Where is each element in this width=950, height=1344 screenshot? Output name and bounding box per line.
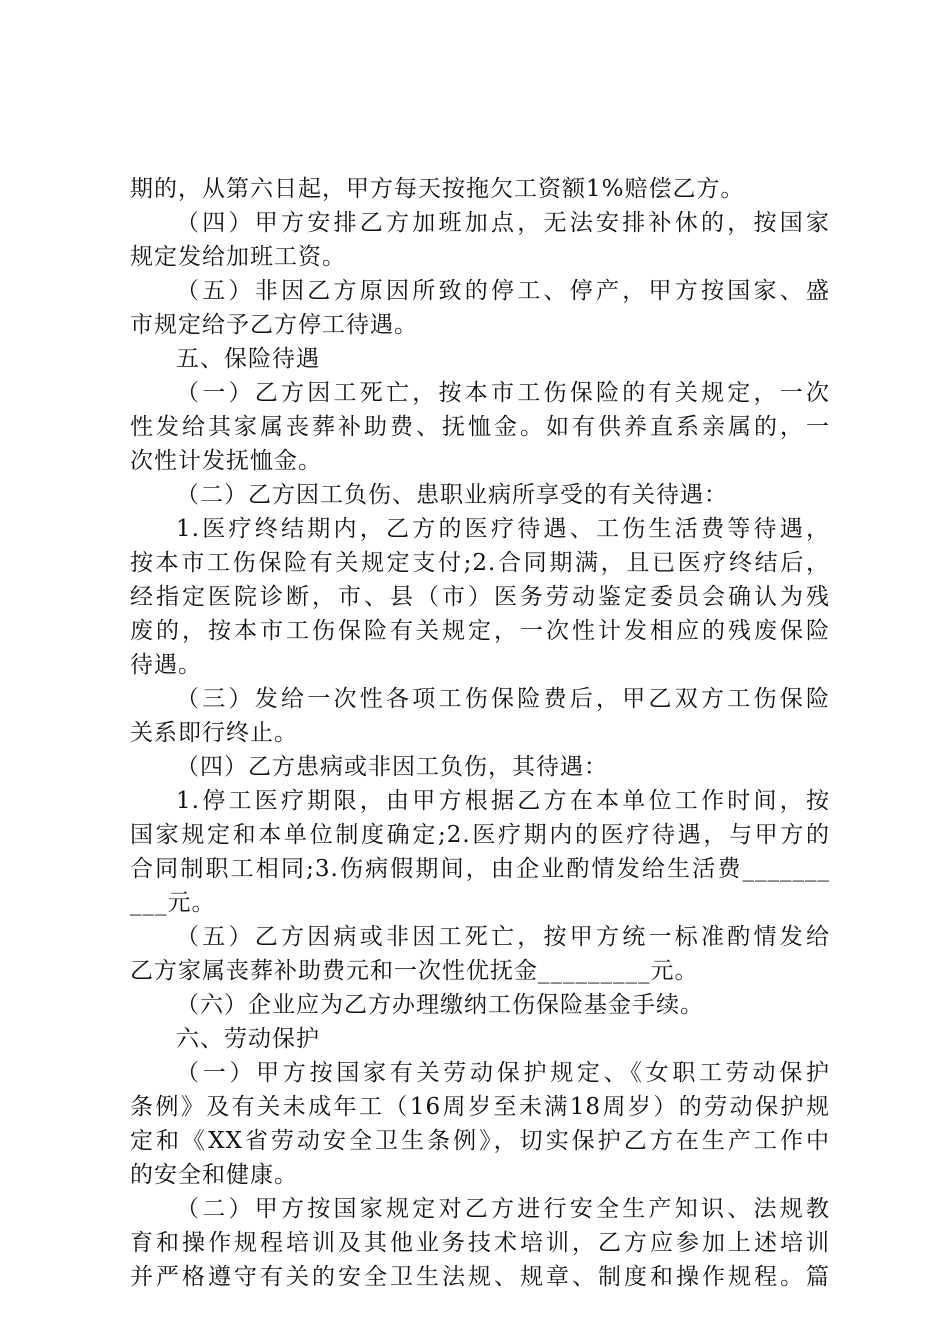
text-line: 废的，按本市工伤保险有关规定，一次性计发相应的残废保险 [130,618,830,644]
document-page [130,172,830,1294]
text-line: 五、保险待遇 [176,346,320,372]
text-line: （五）非因乙方原因所致的停工、停产，甲方按国家、盛 [176,278,830,304]
text-line: 性发给其家属丧葬补助费、抚恤金。如有供养直系亲属的，一 [130,414,830,440]
text-line: 育和操作规程培训及其他业务技术培训，乙方应参加上述培训 [130,1230,830,1256]
text-line: （五）乙方因病或非因工死亡，按甲方统一标准酌情发给 [176,924,830,950]
text-line: （一）甲方按国家有关劳动保护规定、《女职工劳动保护 [176,1060,830,1086]
text-line: 市规定给予乙方停工待遇。 [130,312,418,338]
text-line: 六、劳动保护 [176,1026,320,1052]
text-line: 条例》及有关未成年工（16周岁至未满18周岁）的劳动保护规 [130,1094,830,1120]
text-line: 期的，从第六日起，甲方每天按拖欠工资额1%赔偿乙方。 [130,176,745,202]
text-line: 乙方家属丧葬补助费元和一次性优抚金_________元。 [130,958,699,984]
text-line: 待遇。 [130,652,202,678]
text-line: 1.停工医疗期限，由甲方根据乙方在本单位工作时间，按 [176,788,830,814]
text-line: ___元。 [130,890,216,916]
text-line: 次性计发抚恤金。 [130,448,322,474]
text-line: （六）企业应为乙方办理缴纳工伤保险基金手续。 [176,992,704,1018]
text-line: 定和《XX省劳动安全卫生条例》，切实保护乙方在生产工作中 [130,1128,830,1154]
text-line: （一）乙方因工死亡，按本市工伤保险的有关规定，一次 [176,380,830,406]
text-line: 经指定医院诊断，市、县（市）医务劳动鉴定委员会确认为残 [130,584,830,610]
text-line: 的安全和健康。 [130,1162,298,1188]
text-line: （四）甲方安排乙方加班加点，无法安排补休的，按国家 [176,210,830,236]
text-line: （三）发给一次性各项工伤保险费后，甲乙双方工伤保险 [176,686,830,712]
text-line: 按本市工伤保险有关规定支付;2.合同期满，且已医疗终结后， [130,550,830,576]
text-line: 1.医疗终结期内，乙方的医疗待遇、工伤生活费等待遇， [176,516,830,542]
text-line: 关系即行终止。 [130,720,298,746]
text-line: （四）乙方患病或非因工负伤，其待遇： [176,754,608,780]
text-line: 国家规定和本单位制度确定;2.医疗期内的医疗待遇，与甲方的 [130,822,830,848]
text-line: 合同制职工相同;3.伤病假期间，由企业酌情发给生活费_______ [130,856,830,882]
text-line: 规定发给加班工资。 [130,244,346,270]
text-line: 并严格遵守有关的安全卫生法规、规章、制度和操作规程。篇 [130,1264,830,1290]
text-line: （二）甲方按国家规定对乙方进行安全生产知识、法规教 [176,1196,830,1222]
text-line: （二）乙方因工负伤、患职业病所享受的有关待遇： [176,482,728,508]
